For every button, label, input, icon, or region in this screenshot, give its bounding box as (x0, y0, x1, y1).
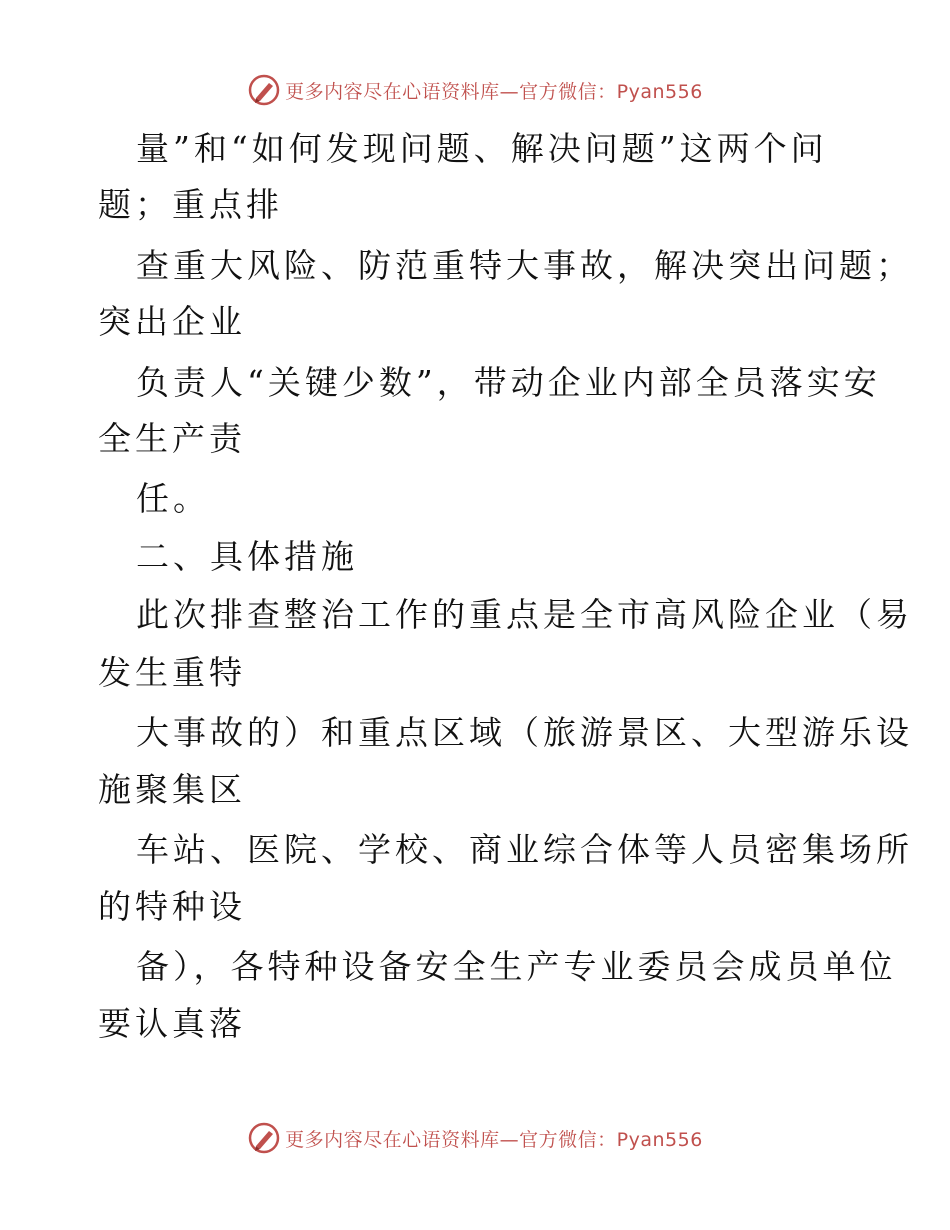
footer-watermark (0, 1118, 950, 1158)
text-line: 大事故的）和重点区域（旅游景区、大型游乐设 (136, 713, 913, 752)
section-heading: 二、具体措施 (136, 537, 358, 576)
text-line: 的特种设 (98, 887, 246, 926)
footer-watermark-text: 更多内容尽在心语资料库—官方微信：Pyan556 (285, 1128, 703, 1151)
text-line: 全生产责 (98, 419, 246, 458)
header-watermark-text: 更多内容尽在心语资料库—官方微信：Pyan556 (285, 80, 703, 103)
text-line: 题；重点排 (98, 185, 283, 224)
text-line: 施聚集区 (98, 770, 246, 809)
pen-nib-logo-icon (247, 1121, 281, 1155)
text-line: 查重大风险、防范重特大事故，解决突出问题； (136, 246, 913, 285)
text-line: 发生重特 (98, 653, 246, 692)
text-line: 要认真落 (98, 1004, 246, 1043)
text-line: 负责人“关键少数”，带动企业内部全员落实安 (136, 363, 881, 402)
text-line: 任。 (136, 479, 210, 518)
text-line: 量”和“如何发现问题、解决问题”这两个问 (136, 129, 828, 168)
text-line: 车站、医院、学校、商业综合体等人员密集场所 (136, 830, 913, 869)
text-line: 此次排查整治工作的重点是全市高风险企业（易 (136, 595, 913, 634)
text-line: 备），各特种设备安全生产专业委员会成员单位 (136, 947, 897, 986)
text-line: 突出企业 (98, 302, 246, 341)
